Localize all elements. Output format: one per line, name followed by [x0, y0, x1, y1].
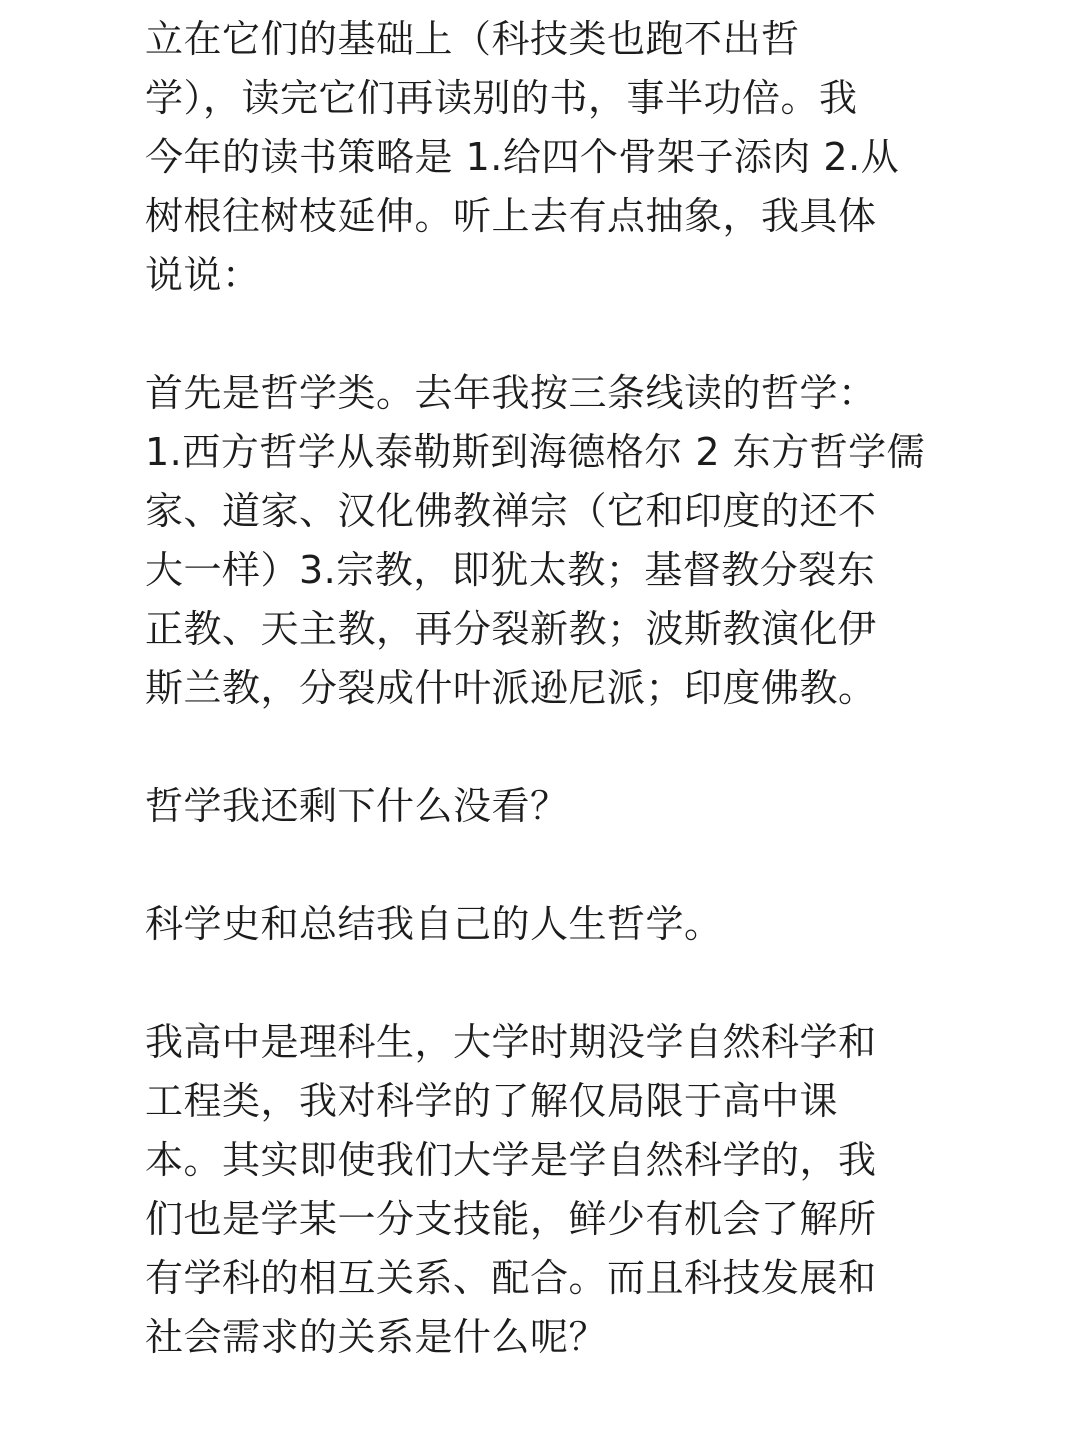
text-line: 首先是哲学类。去年我按三条线读的哲学：	[145, 371, 877, 415]
paragraph	[145, 777, 985, 836]
text-line: 1.西方哲学从泰勒斯到海德格尔 2 东方哲学儒	[145, 430, 926, 474]
text-line: 们也是学某一分支技能，鲜少有机会了解所	[145, 1197, 877, 1241]
text-line: 大一样）3.宗教，即犹太教；基督教分裂东	[145, 548, 876, 592]
text-line: 家、道家、汉化佛教禅宗（它和印度的还不	[145, 489, 877, 533]
paragraph	[145, 364, 985, 718]
paragraph-spacer	[145, 836, 985, 895]
text-line: 今年的读书策略是 1.给四个骨架子添肉 2.从	[145, 135, 900, 179]
paragraph-spacer	[145, 305, 985, 364]
paragraph-spacer	[145, 954, 985, 1013]
text-line: 说说：	[145, 253, 261, 297]
text-line: 斯兰教，分裂成什叶派逊尼派；印度佛教。	[145, 666, 877, 710]
text-line: 树根往树枝延伸。听上去有点抽象，我具体	[145, 194, 877, 238]
text-line: 科学史和总结我自己的人生哲学。	[145, 902, 723, 946]
paragraph-spacer	[145, 718, 985, 777]
text-line: 有学科的相互关系、配合。而且科技发展和	[145, 1256, 877, 1300]
text-line: 正教、天主教，再分裂新教；波斯教演化伊	[145, 607, 877, 651]
text-line: 学），读完它们再读别的书，事半功倍。我	[145, 76, 858, 120]
paragraph	[145, 895, 985, 954]
text-line: 哲学我还剩下什么没看？	[145, 784, 569, 828]
paragraph	[145, 10, 985, 305]
text-line: 本。其实即使我们大学是学自然科学的，我	[145, 1138, 877, 1182]
text-line: 立在它们的基础上（科技类也跑不出哲	[145, 17, 800, 61]
article-body	[145, 10, 985, 1367]
text-line: 社会需求的关系是什么呢？	[145, 1315, 608, 1359]
paragraph	[145, 1013, 985, 1367]
text-line: 工程类，我对科学的了解仅局限于高中课	[145, 1079, 839, 1123]
text-line: 我高中是理科生，大学时期没学自然科学和	[145, 1020, 877, 1064]
